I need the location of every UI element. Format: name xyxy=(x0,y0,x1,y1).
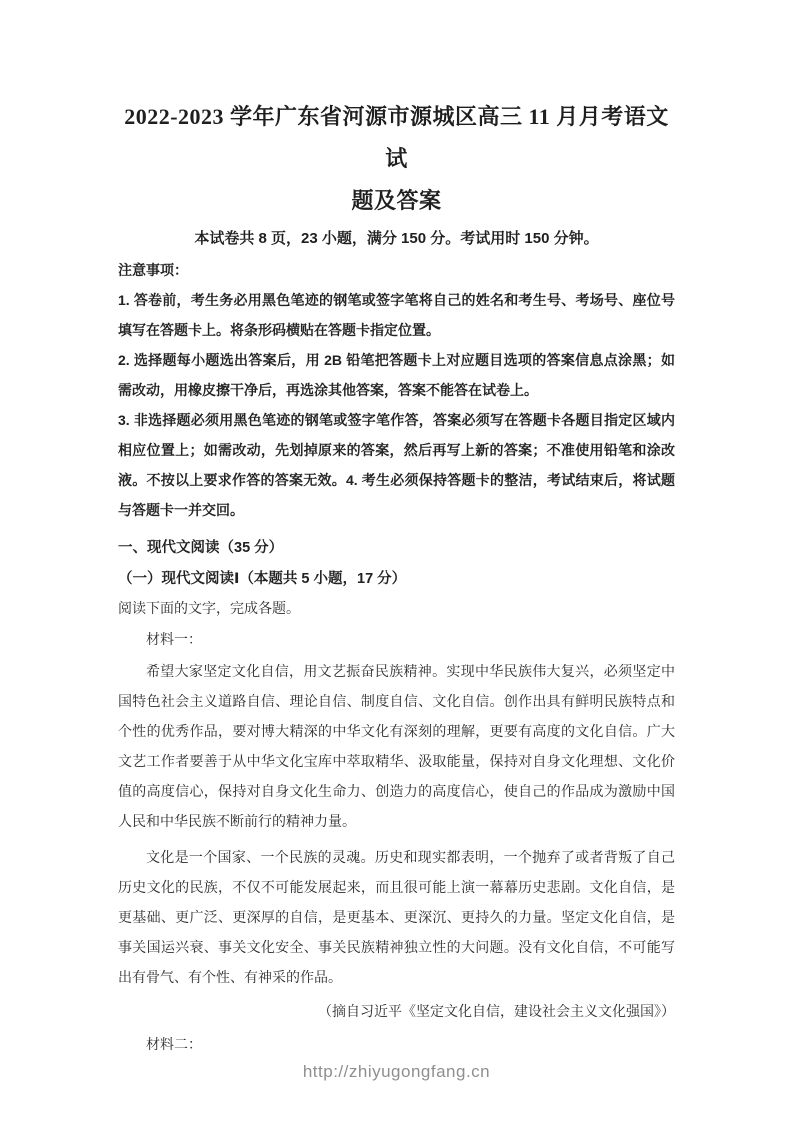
document-title-line-1: 2022-2023 学年广东省河源市源城区高三 11 月月考语文试 xyxy=(124,104,669,171)
material-one-label: 材料一： xyxy=(146,633,202,648)
material-one-paragraph-1: 希望大家坚定文化自信，用文艺振奋民族精神。实现中华民族伟大复兴，必须坚定中国特色社会主义道路自信、理论自信、制度自信、文化自信。创作出具有鲜明民族特点和个性的优秀作品，要对博大精深的中华文化有深刻的理解，更要有高度的文化自信。广大文艺工作者要善于从中华文化宝库中萃取精华、汲取能量，保持对自身文化理想、文化价值的高度信心，保持对自身文化生命力、创造力的高度信心，使自己的作品成为激励中国人民和中华民族不断前行的精神力量。 xyxy=(118,665,675,830)
watermark-url: http://zhiyugongfang.cn xyxy=(302,1062,491,1081)
notice-item-1: 1. 答卷前，考生务必用黑色笔迹的钢笔或签字笔将自己的姓名和考生号、考场号、座位号填写在答题卡上。将条形码横贴在答题卡指定位置。 xyxy=(118,292,675,338)
subsection-heading-reading-one: （一）现代文阅读Ⅰ（本题共 5 小题，17 分） xyxy=(118,571,407,587)
material-one-paragraph-2: 文化是一个国家、一个民族的灵魂。历史和现实都表明，一个抛弃了或者背叛了自己历史文化的民族，不仅不可能发展起来，而且很可能上演一幕幕历史悲剧。文化自信，是更基础、更广泛、更深厚的自信，是更基本、更深沉、更持久的力量。坚定文化自信，是事关国运兴衰、事关文化安全、事关民族精神独立性的大问题。没有文化自信，不可能写出有骨气、有个性、有神采的作品。 xyxy=(118,851,675,986)
notice-label: 注意事项： xyxy=(118,262,188,278)
exam-info-subtitle: 本试卷共 8 页，23 小题，满分 150 分。考试用时 150 分钟。 xyxy=(194,230,599,247)
document-title-line-2: 题及答案 xyxy=(351,188,442,213)
notice-item-2: 2. 选择题每小题选出答案后，用 2B 铅笔把答题卡上对应题目选项的答案信息点涂黑；如需改动，用橡皮擦干净后，再选涂其他答案，答案不能答在试卷上。 xyxy=(118,352,675,398)
attribution-line: （摘自习近平《坚定文化自信，建设社会主义文化强国》） xyxy=(318,1005,675,1020)
reading-instruction: 阅读下面的文字，完成各题。 xyxy=(118,602,300,617)
document-title xyxy=(118,96,675,222)
notice-item-3: 3. 非选择题必须用黑色笔迹的钢笔或签字笔作答，答案必须写在答题卡各题目指定区域内相应位置上；如需改动，先划掉原来的答案，然后再写上新的答案；不准使用铅笔和涂改液。不按以上要求作答的答案无效。4. 考生必须保持答题卡的整洁，考试结束后，将试题与答题卡一并交回。 xyxy=(118,412,675,518)
section-heading-modern-reading: 一、现代文阅读（35 分） xyxy=(118,540,284,556)
notice-section xyxy=(118,255,675,525)
material-two-label: 材料二： xyxy=(146,1038,202,1053)
